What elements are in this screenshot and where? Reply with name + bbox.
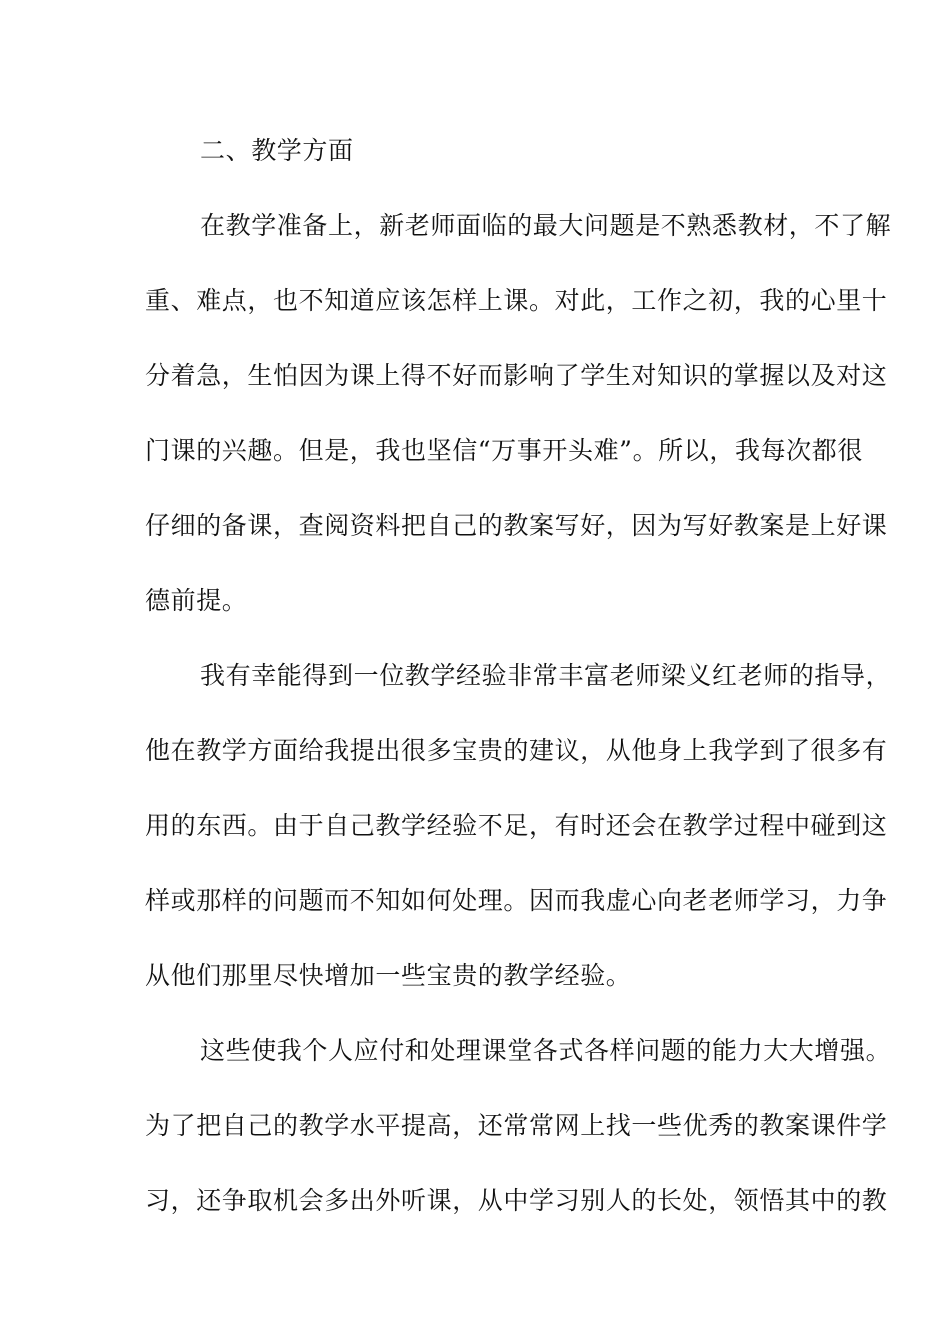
paragraph-1-line-5: 仔细的备课，查阅资料把自己的教案写好，因为写好教案是上好课 (145, 511, 888, 540)
paragraph-2-line-1: 我有幸能得到一位教学经验非常丰富老师梁义红老师的指导， (200, 661, 892, 690)
section-heading: 二、教学方面 (200, 136, 354, 165)
paragraph-2-line-2: 他在教学方面给我提出很多宝贵的建议，从他身上我学到了很多有 (145, 736, 888, 765)
paragraph-1-line-3: 分着急，生怕因为课上得不好而影响了学生对知识的掌握以及对这 (145, 361, 888, 390)
paragraph-2-line-4: 样或那样的问题而不知如何处理。因而我虚心向老老师学习，力争 (145, 886, 888, 915)
paragraph-3-line-1: 这些使我个人应付和处理课堂各式各样问题的能力大大增强。 (200, 1036, 892, 1065)
paragraph-2-line-5: 从他们那里尽快增加一些宝贵的教学经验。 (145, 961, 632, 990)
paragraph-1-line-1: 在教学准备上，新老师面临的最大问题是不熟悉教材，不了解 (200, 211, 892, 240)
paragraph-1-line-2: 重、难点，也不知道应该怎样上课。对此，工作之初，我的心里十 (145, 286, 888, 315)
paragraph-3-line-2: 为了把自己的教学水平提高，还常常网上找一些优秀的教案课件学 (145, 1111, 888, 1140)
paragraph-1-line-6: 德前提。 (145, 586, 248, 615)
paragraph-3-line-3: 习，还争取机会多出外听课，从中学习别人的长处，领悟其中的教 (145, 1186, 888, 1215)
paragraph-1-line-4: 门课的兴趣。但是，我也坚信“万事开头难”。所以，我每次都很 (145, 436, 863, 465)
paragraph-2-line-3: 用的东西。由于自己教学经验不足，有时还会在教学过程中碰到这 (145, 811, 888, 840)
